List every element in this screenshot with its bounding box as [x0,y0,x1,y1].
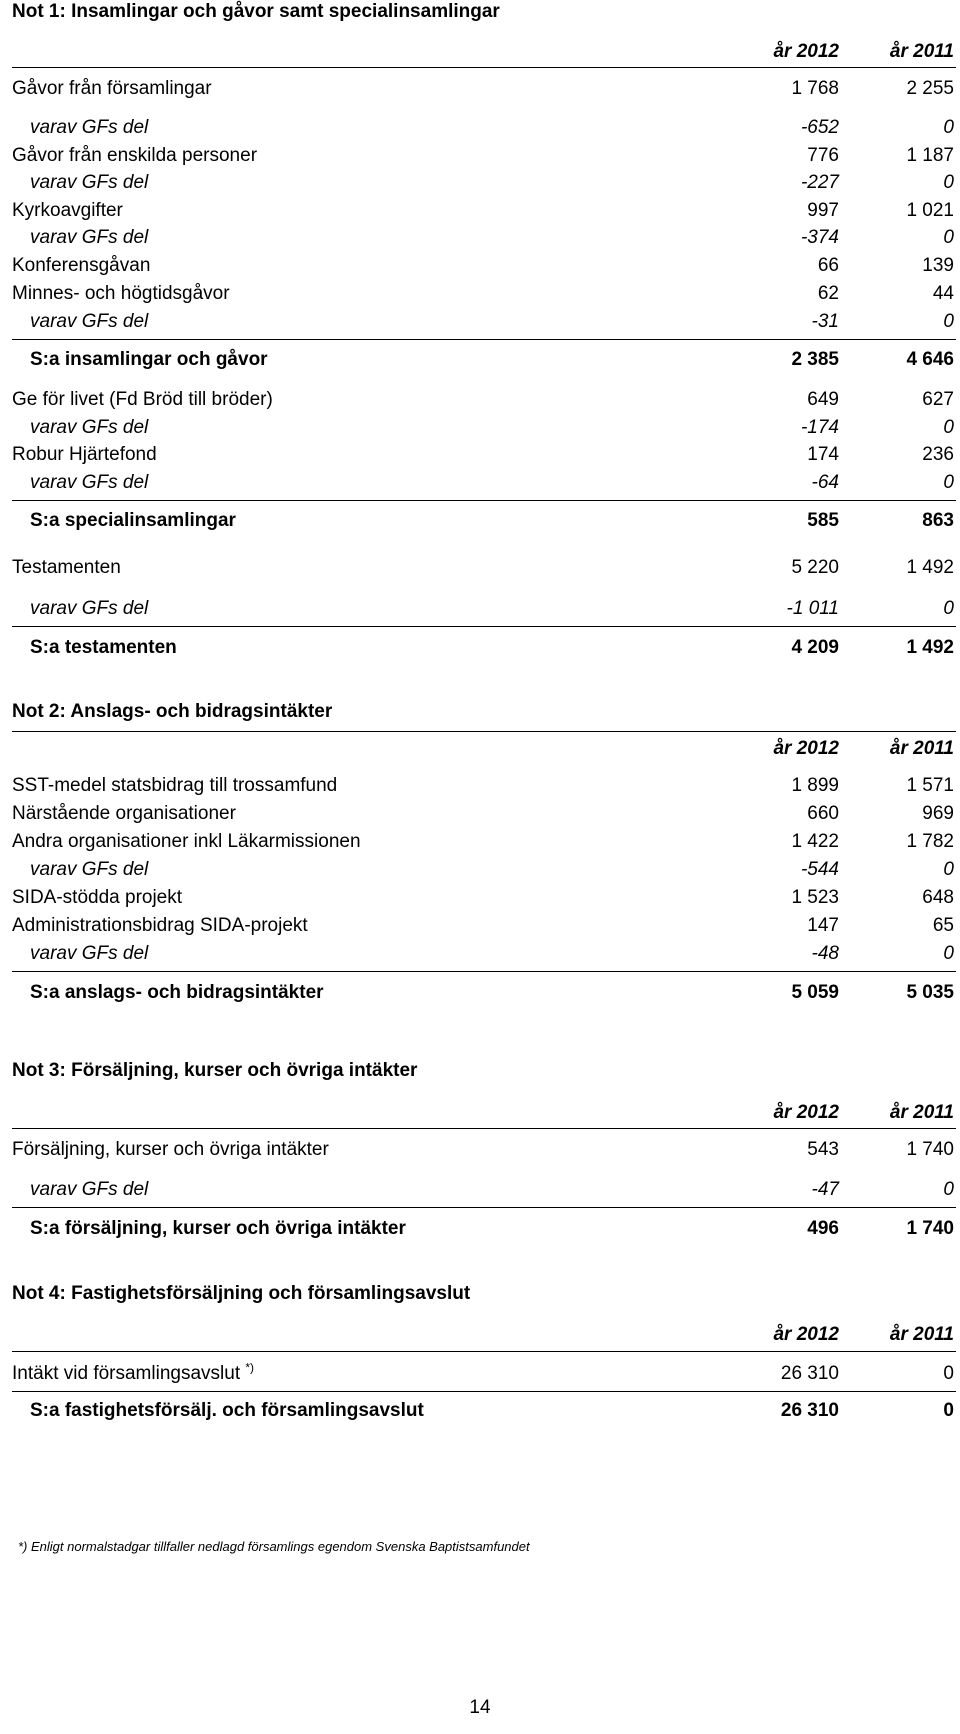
subtotal-row [12,349,956,377]
column-year-2012: år 2012 [773,41,839,62]
table-row [12,1139,956,1167]
table-row [12,172,956,200]
table-row [12,227,956,255]
note1-column-header [12,41,956,69]
table-row [12,311,956,339]
table-row [12,117,956,145]
table-row [12,775,956,803]
value-2011: 0 [943,1363,954,1384]
table-row [12,200,956,228]
row-label: varav GFs del [30,472,149,493]
subtotal-rule [12,1207,956,1208]
value-2011: 627 [922,389,954,410]
table-row [12,145,956,173]
note4-column-header [12,1324,956,1352]
value-2011: 1 187 [906,145,954,166]
note2-title: Not 2: Anslags- och bidragsintäkter [12,701,333,722]
value-2011: 1 740 [906,1139,954,1160]
note4-title: Not 4: Fastighetsförsäljning och församlingsavslut [12,1283,471,1304]
table-row [12,803,956,831]
value-2011: 5 035 [906,982,954,1003]
value-2012: -174 [800,417,839,438]
row-label: Andra organisationer inkl Läkarmissionen [12,831,361,852]
subtotal-rule [12,500,956,501]
note1-title: Not 1: Insamlingar och gåvor samt specialinsamlingar [12,1,500,22]
value-2011: 1 571 [906,775,954,796]
value-2012: 5 059 [791,982,839,1003]
table-row [12,943,956,971]
value-2012: 62 [817,283,839,304]
value-2011: 0 [943,943,954,964]
note4-header-rule [12,1351,956,1352]
value-2011: 648 [922,887,954,908]
value-2012: 1 899 [791,775,839,796]
value-2012: 543 [807,1139,839,1160]
column-year-2011: år 2011 [889,41,954,62]
row-label: S:a fastighetsförsälj. och församlingsavslut [30,1400,424,1421]
row-label: Närstående organisationer [12,803,236,824]
table-row [12,859,956,887]
value-2012: -544 [800,859,839,880]
table-row [12,389,956,417]
row-label: S:a specialinsamlingar [30,510,236,531]
table-row [12,255,956,283]
value-2012: 2 385 [791,349,839,370]
value-2011: 139 [922,255,954,276]
row-label: S:a testamenten [30,637,177,658]
subtotal-row [12,1400,956,1428]
value-2012: -374 [800,227,839,248]
subtotal-rule [12,626,956,627]
value-2011: 0 [943,1400,954,1421]
value-2012: 585 [807,510,839,531]
row-label: varav GFs del [30,598,149,619]
row-label: varav GFs del [30,417,149,438]
value-2011: 0 [943,311,954,332]
table-row [12,78,956,106]
note2-top-rule [12,731,956,732]
footnote-marker: *) [245,1360,255,1375]
value-2011: 0 [943,417,954,438]
row-label: Minnes- och högtidsgåvor [12,283,230,304]
value-2011: 1 492 [906,557,954,578]
table-row [12,1179,956,1207]
table-row [12,598,956,626]
table-row [12,831,956,859]
value-2012: 997 [807,200,839,221]
value-2012: 1 422 [791,831,839,852]
note3-title: Not 3: Försäljning, kurser och övriga intäkter [12,1060,418,1081]
row-label: Administrationsbidrag SIDA-projekt [12,915,308,936]
value-2011: 1 492 [906,637,954,658]
table-row [12,472,956,500]
value-2012: 174 [807,444,839,465]
value-2011: 0 [943,472,954,493]
row-label: varav GFs del [30,943,149,964]
column-year-2011: år 2011 [889,1324,954,1345]
table-row [12,557,956,585]
value-2012: 26 310 [780,1363,839,1384]
row-label: S:a försäljning, kurser och övriga intäkter [30,1218,406,1239]
value-2011: 863 [922,510,954,531]
value-2012: 496 [807,1218,839,1239]
row-label: varav GFs del [30,311,149,332]
note3-column-header [12,1102,956,1130]
value-2011: 1 740 [906,1218,954,1239]
table-row [12,444,956,472]
row-label: Kyrkoavgifter [12,200,123,221]
value-2011: 0 [943,598,954,619]
subtotal-row [12,1218,956,1246]
column-year-2012: år 2012 [773,738,839,759]
value-2012: -652 [800,117,839,138]
row-label: varav GFs del [30,172,149,193]
row-label: Robur Hjärtefond [12,444,157,465]
value-2012: 4 209 [791,637,839,658]
subtotal-rule [12,971,956,972]
value-2011: 0 [943,117,954,138]
table-row [12,417,956,445]
value-2012: 1 523 [791,887,839,908]
value-2012: -31 [811,311,839,332]
value-2011: 1 021 [906,200,954,221]
value-2011: 0 [943,172,954,193]
row-label: SIDA-stödda projekt [12,887,183,908]
column-year-2011: år 2011 [889,738,954,759]
column-year-2012: år 2012 [773,1324,839,1345]
column-year-2011: år 2011 [889,1102,954,1123]
subtotal-rule [12,339,956,340]
subtotal-row [12,510,956,538]
row-label: varav GFs del [30,117,149,138]
note1-header-rule [12,67,956,68]
row-label: Testamenten [12,557,121,578]
row-label: Ge för livet (Fd Bröd till bröder) [12,389,273,410]
value-2012: -47 [811,1179,839,1200]
page-number: 14 [469,1697,491,1718]
value-2012: 147 [807,915,839,936]
value-2011: 0 [943,227,954,248]
column-year-2012: år 2012 [773,1102,839,1123]
row-label: Gåvor från enskilda personer [12,145,258,166]
subtotal-rule [12,1391,956,1392]
row-label-text: Intäkt vid församlingsavslut [12,1363,241,1384]
value-2012: -1 011 [786,598,839,619]
value-2011: 1 782 [906,831,954,852]
table-row [12,283,956,311]
value-2012: 5 220 [791,557,839,578]
value-2012: 660 [807,803,839,824]
table-row [12,1360,956,1391]
value-2012: 776 [807,145,839,166]
subtotal-row [12,982,956,1010]
row-label: S:a anslags- och bidragsintäkter [30,982,324,1003]
row-label: varav GFs del [30,859,149,880]
value-2011: 4 646 [906,349,954,370]
value-2011: 236 [922,444,954,465]
value-2012: -48 [811,943,839,964]
value-2011: 0 [943,1179,954,1200]
value-2012: 649 [807,389,839,410]
value-2012: -227 [800,172,839,193]
row-label: S:a insamlingar och gåvor [30,349,268,370]
value-2011: 969 [922,803,954,824]
value-2012: 26 310 [780,1400,839,1421]
table-row [12,887,956,915]
value-2011: 0 [943,859,954,880]
row-label: varav GFs del [30,1179,149,1200]
value-2012: 66 [817,255,839,276]
row-label: Försäljning, kurser och övriga intäkter [12,1139,329,1160]
value-2012: 1 768 [791,78,839,99]
row-label: SST-medel statsbidrag till trossamfund [12,775,338,796]
row-label [12,1360,255,1385]
value-2012: -64 [811,472,839,493]
row-label: Konferensgåvan [12,255,151,276]
row-label: Gåvor från församlingar [12,78,212,99]
value-2011: 2 255 [906,78,954,99]
note2-column-header [12,738,956,766]
subtotal-row [12,637,956,665]
row-label: varav GFs del [30,227,149,248]
table-row [12,915,956,943]
value-2011: 44 [932,283,954,304]
note3-header-rule [12,1128,956,1129]
value-2011: 65 [932,915,954,936]
footnote: *) Enligt normalstadgar tillfaller nedlagd församlings egendom Svenska Baptistsamfundet [18,1539,530,1554]
